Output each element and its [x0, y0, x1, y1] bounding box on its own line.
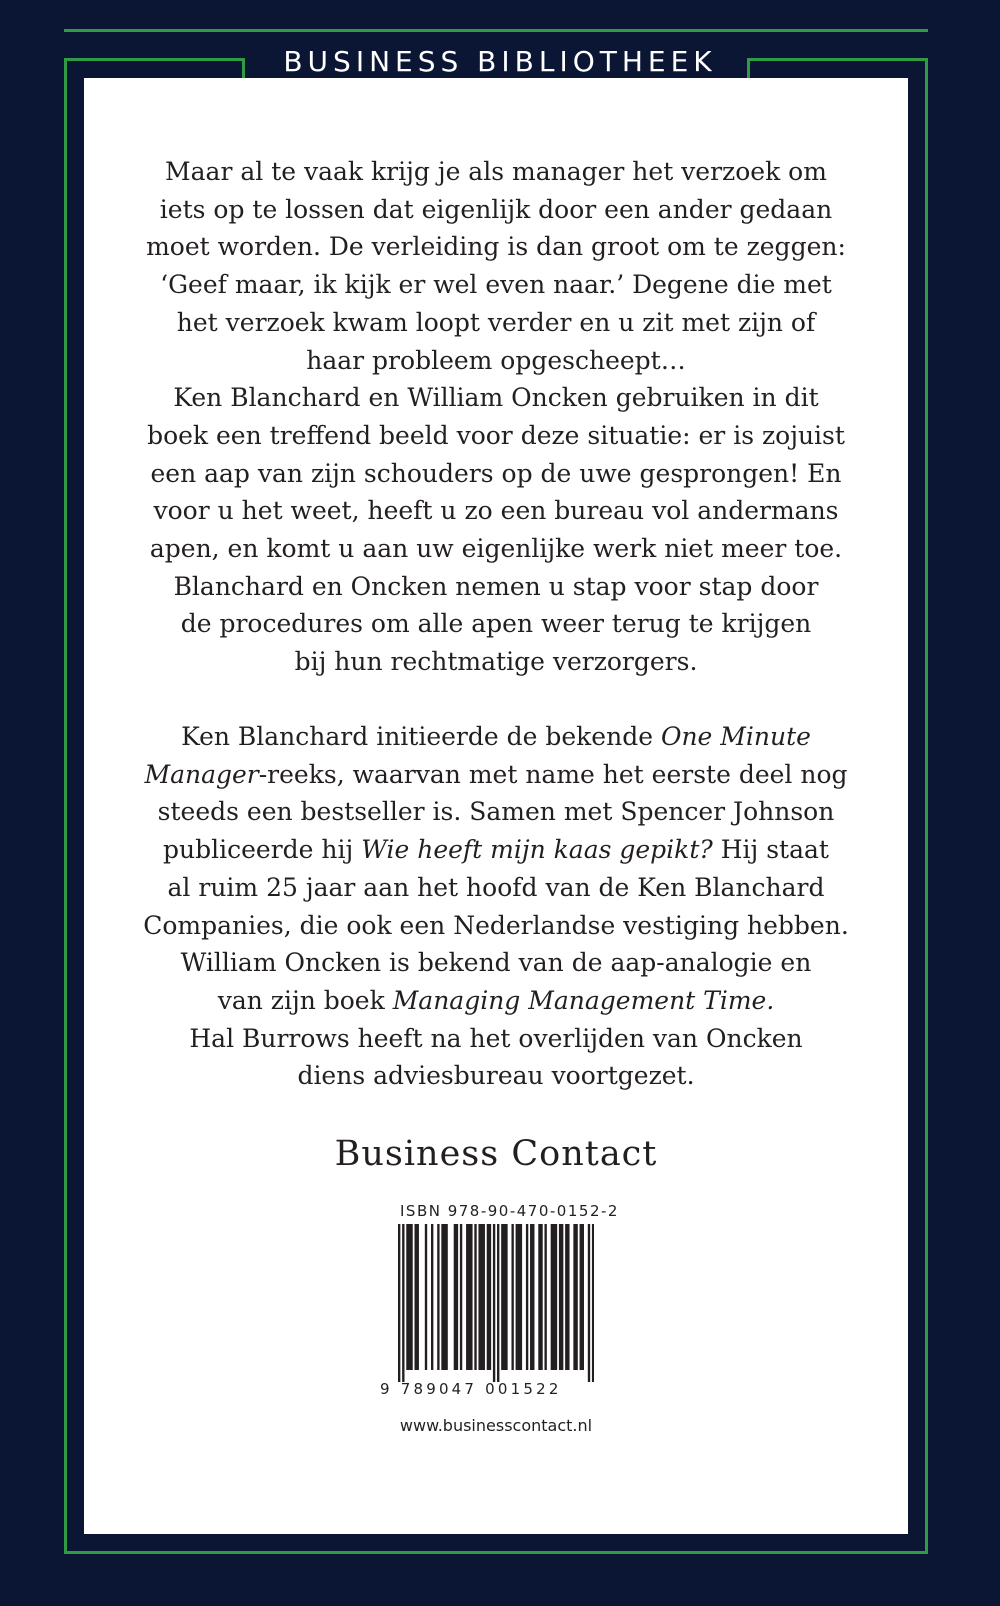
barcode-bar [526, 1224, 528, 1370]
publisher-name: Business Contact [334, 1134, 658, 1174]
barcode-bar [555, 1224, 557, 1370]
barcode-bar [466, 1224, 468, 1370]
barcode-bar [561, 1224, 563, 1370]
isbn-label: ISBN 978-90-470-0152-2 [400, 1202, 619, 1220]
frame-left-line [64, 58, 67, 1554]
book-title-manager: Manager [144, 759, 259, 789]
text-run: -reeks, waarvan met name het eerste deel nog [258, 759, 848, 789]
barcode-digits: 9 789047 001522 [380, 1380, 562, 1398]
text-line: ‘Geef maar, ik kijk er wel even naar.’ Degene die met [160, 270, 832, 300]
text-line: voor u het weet, heeft u zo een bureau vol andermans [153, 496, 839, 526]
barcode-bar [540, 1224, 542, 1370]
barcode-bar [481, 1224, 483, 1370]
barcode-bar [588, 1224, 590, 1382]
text-run: Ken Blanchard initieerde de bekende [181, 722, 661, 751]
book-title-managing-time: Managing Management Time. [392, 985, 775, 1015]
barcode-bar [511, 1224, 513, 1370]
barcode-bar [425, 1224, 427, 1370]
barcode-bar [415, 1224, 417, 1370]
barcode-bar [497, 1224, 499, 1382]
text-line [84, 982, 908, 1020]
website-url: www.businesscontact.nl [399, 1416, 593, 1435]
barcode-bar [532, 1224, 534, 1370]
barcode-bar [487, 1224, 489, 1370]
text-line: de procedures om alle apen weer terug te krijgen [180, 609, 812, 639]
text-line: diens adviesbureau voortgezet. [297, 1061, 695, 1091]
back-cover-panel [84, 78, 908, 1534]
series-title: BUSINESS BIBLIOTHEEK [283, 45, 717, 78]
frame-bottom-line [64, 1551, 928, 1554]
text-line: Maar al te vaak krijg je als manager het verzoek om [165, 157, 827, 186]
barcode-bar [483, 1224, 485, 1370]
text-run: van zijn boek [217, 985, 393, 1015]
barcode-bar [417, 1224, 419, 1370]
barcode-bar [573, 1224, 575, 1370]
text-line: moet worden. De verleiding is dan groot om te zeggen: [146, 232, 846, 262]
barcode-bar [501, 1224, 503, 1370]
barcode-bar [441, 1224, 443, 1370]
text-line: Hal Burrows heeft na het overlijden van Oncken [189, 1023, 803, 1053]
barcode-bar [470, 1224, 472, 1370]
barcode-bar [437, 1224, 439, 1370]
text-run: publiceerde hij [163, 835, 362, 865]
text-line: iets op te lossen dat eigenlijk door een ander gedaan [159, 194, 833, 224]
barcode-bar [443, 1224, 445, 1370]
frame-right-line [925, 58, 928, 1554]
barcode-bar [567, 1224, 569, 1370]
barcode-bar [505, 1224, 507, 1370]
barcode-bar [520, 1224, 522, 1370]
barcode-bar [468, 1224, 470, 1370]
barcode-bar [503, 1224, 505, 1370]
barcode-bar [454, 1224, 456, 1370]
barcode-bar [402, 1224, 404, 1382]
barcode-bar [516, 1224, 518, 1370]
text-line: apen, en komt u aan uw eigenlijke werk niet meer toe. [149, 534, 843, 564]
barcode-bar [410, 1224, 412, 1370]
barcode-bar [474, 1224, 476, 1370]
barcode-bar [456, 1224, 458, 1370]
text-line: haar probleem opgescheept… [306, 345, 686, 375]
barcode-bar [565, 1224, 567, 1370]
barcode-bar [575, 1224, 577, 1370]
barcode-bar [445, 1224, 447, 1370]
book-title-one-minute: One Minute [660, 722, 811, 751]
barcode-bar [431, 1224, 433, 1370]
barcode-bar [544, 1224, 546, 1370]
description-paragraph-1 [84, 153, 908, 681]
barcode-bar [493, 1224, 495, 1382]
barcode-bar [530, 1224, 532, 1370]
barcode-bar [538, 1224, 540, 1370]
text-line: het verzoek kwam loopt verder en u zit met zijn of [176, 307, 816, 337]
barcode-bar [582, 1224, 584, 1370]
text-line [84, 831, 908, 869]
text-line: een aap van zijn schouders op de uwe gesprongen! En [150, 458, 842, 488]
text-line [84, 718, 908, 756]
frame-top-line [64, 29, 928, 32]
barcode-bar [408, 1224, 410, 1370]
barcode-bar [478, 1224, 480, 1370]
barcode-bar [460, 1224, 462, 1370]
text-line: al ruim 25 jaar aan het hoofd van de Ken Blanchard [167, 872, 825, 902]
description-paragraph-2 [84, 718, 908, 1095]
barcode-bar [406, 1224, 408, 1370]
text-line: Ken Blanchard en William Oncken gebruiken in dit [173, 383, 819, 413]
barcode-bar [559, 1224, 561, 1370]
barcode-bar [518, 1224, 520, 1370]
text-line: bij hun rechtmatige verzorgers. [294, 647, 698, 677]
text-line: steeds een bestseller is. Samen met Spencer Johnson [157, 797, 835, 827]
text-run: Hij staat [712, 835, 829, 865]
text-line: Blanchard en Oncken nemen u stap voor stap door [173, 571, 819, 601]
text-line: Companies, die ook een Nederlandse vestiging hebben. [143, 910, 849, 940]
text-line [84, 756, 908, 794]
barcode-bar [398, 1224, 400, 1382]
text-line: William Oncken is bekend van de aap-analogie en [180, 948, 812, 978]
barcode-bar [580, 1224, 582, 1370]
book-title-kaas: Wie heeft mijn kaas gepikt? [361, 835, 713, 865]
barcode-bar [553, 1224, 555, 1370]
barcode-bar [592, 1224, 594, 1382]
barcode-bar [551, 1224, 553, 1370]
barcode-bar [489, 1224, 491, 1370]
barcode [398, 1224, 594, 1382]
text-line: boek een treffend beeld voor deze situatie: er is zojuist [147, 420, 845, 450]
